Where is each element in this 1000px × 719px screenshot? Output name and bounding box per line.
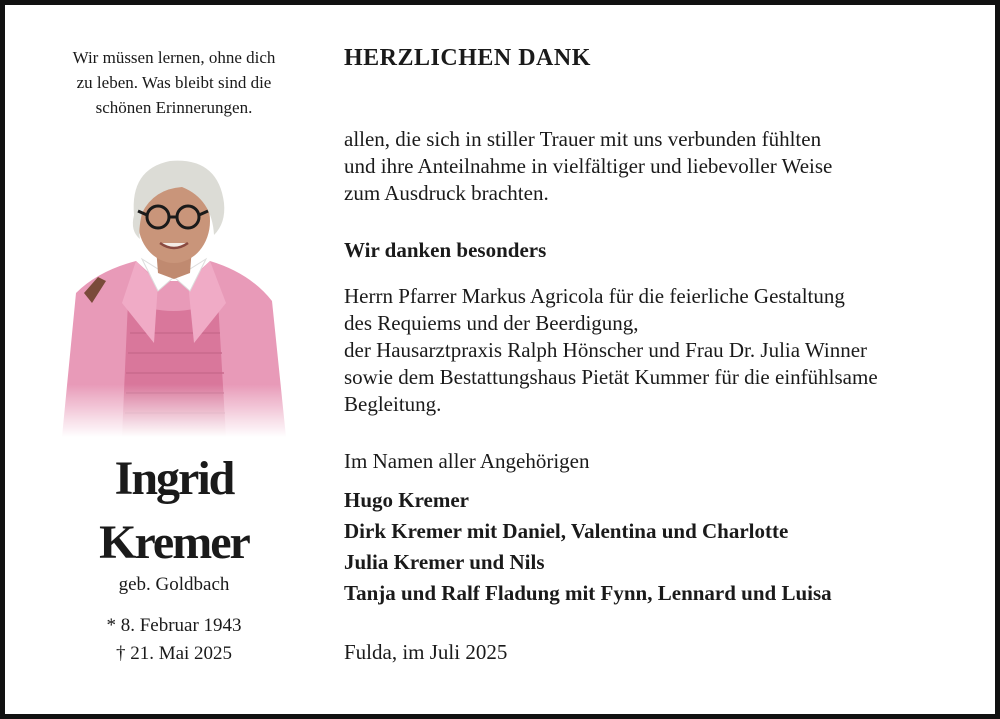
text-line: Begleitung.	[344, 392, 442, 416]
special-thanks-paragraph	[344, 283, 878, 418]
text-line: allen, die sich in stiller Trauer mit uns verbunden fühlten	[344, 127, 822, 151]
text-line: der Hausarztpraxis Ralph Hönscher und Frau Dr. Julia Winner	[344, 338, 868, 362]
death-date: † 21. Mai 2025	[115, 643, 233, 664]
thanks-heading: HERZLICHEN DANK	[344, 45, 591, 71]
family-line: Tanja und Ralf Fladung mit Fynn, Lennard und Luisa	[344, 581, 832, 605]
motto-line: schönen Erinnerungen.	[95, 98, 253, 117]
motto-line: zu leben. Was bleibt sind die	[76, 73, 272, 92]
maiden-name: geb. Goldbach	[118, 574, 230, 595]
text-line: des Requiems und der Beerdigung,	[344, 311, 639, 335]
deceased-last-name: Kremer	[99, 516, 249, 569]
motto	[10, 45, 338, 120]
deceased-first-name: Ingrid	[114, 452, 234, 505]
text-line: und ihre Anteilnahme in vielfältiger und liebevoller Weise	[344, 154, 833, 178]
intro-paragraph	[344, 126, 832, 207]
special-thanks-heading: Wir danken besonders	[344, 238, 547, 262]
on-behalf-line: Im Namen aller Angehörigen	[344, 449, 590, 473]
text-line: sowie dem Bestattungshaus Pietät Kummer für die einfühlsame	[344, 365, 878, 389]
motto-line: Wir müssen lernen, ohne dich	[72, 48, 276, 67]
family-line: Hugo Kremer	[344, 488, 469, 512]
birth-date: * 8. Februar 1943	[106, 615, 242, 636]
family-line: Julia Kremer und Nils	[344, 550, 545, 574]
text-line: zum Ausdruck brachten.	[344, 181, 549, 205]
place-date: Fulda, im Juli 2025	[344, 640, 508, 664]
text-line: Herrn Pfarrer Markus Agricola für die feierliche Gestaltung	[344, 284, 845, 308]
family-line: Dirk Kremer mit Daniel, Valentina und Charlotte	[344, 519, 789, 543]
portrait-photo	[58, 143, 290, 437]
family-names	[344, 485, 832, 609]
